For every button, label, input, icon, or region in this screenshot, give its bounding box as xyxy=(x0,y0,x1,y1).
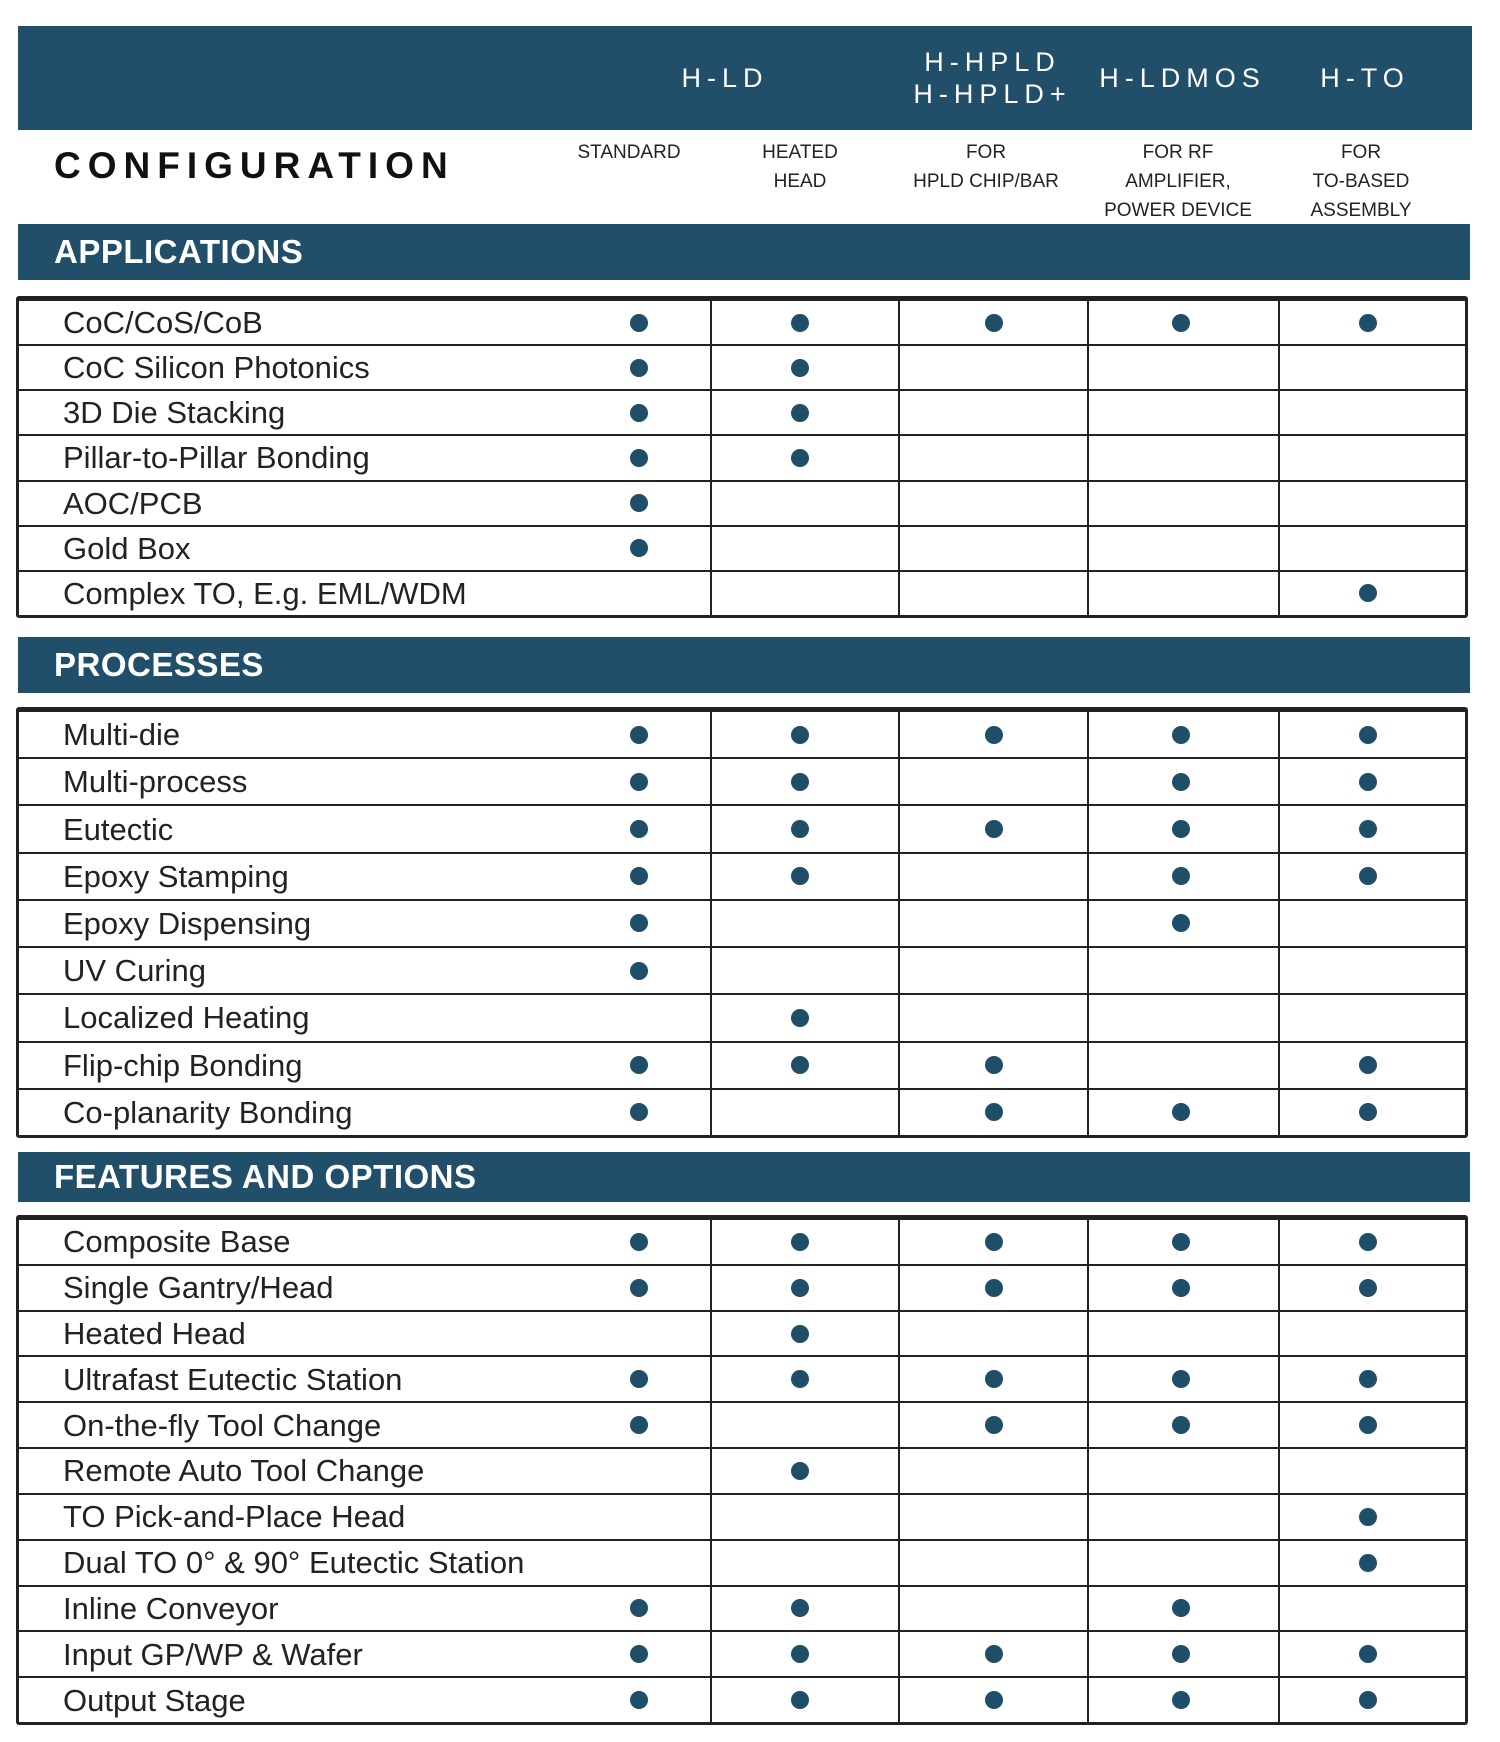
model-name-h-hpld xyxy=(880,26,1105,130)
table-row xyxy=(19,299,1465,344)
table-row xyxy=(19,1630,1465,1676)
availability-dot xyxy=(791,820,809,838)
availability-dot xyxy=(791,726,809,744)
table-row xyxy=(19,757,1465,804)
availability-dot xyxy=(630,1233,648,1251)
availability-dot xyxy=(791,773,809,791)
table-row xyxy=(19,899,1465,946)
availability-dot xyxy=(1359,1233,1377,1251)
availability-dot xyxy=(630,867,648,885)
availability-dot xyxy=(630,359,648,377)
availability-dot xyxy=(985,1645,1003,1663)
row-label: UV Curing xyxy=(63,953,206,989)
availability-dot xyxy=(985,1103,1003,1121)
section-header-applications: APPLICATIONS xyxy=(18,224,1470,280)
availability-dot xyxy=(1172,1599,1190,1617)
availability-dot xyxy=(1172,1279,1190,1297)
text-line: H-LDMOS xyxy=(1099,63,1266,93)
row-label: Ultrafast Eutectic Station xyxy=(63,1361,403,1397)
availability-dot xyxy=(791,314,809,332)
availability-dot xyxy=(630,494,648,512)
availability-dot xyxy=(630,449,648,467)
availability-dot xyxy=(1359,867,1377,885)
availability-dot xyxy=(985,1691,1003,1709)
availability-dot xyxy=(1359,1416,1377,1434)
text-line: H-HPLD xyxy=(924,47,1061,77)
availability-dot xyxy=(1172,820,1190,838)
availability-dot xyxy=(1359,1370,1377,1388)
text-line: HPLD CHIP/BAR xyxy=(913,171,1059,192)
table-row xyxy=(19,1401,1465,1447)
availability-dot xyxy=(791,1691,809,1709)
availability-dot xyxy=(1172,1416,1190,1434)
availability-dot xyxy=(1359,820,1377,838)
row-label: Single Gantry/Head xyxy=(63,1270,334,1306)
availability-dot xyxy=(791,867,809,885)
availability-dot xyxy=(630,1370,648,1388)
availability-dot xyxy=(985,1370,1003,1388)
table-row xyxy=(19,1585,1465,1631)
table-row xyxy=(19,804,1465,851)
row-label: Epoxy Stamping xyxy=(63,858,289,894)
row-label: Complex TO, E.g. EML/WDM xyxy=(63,575,467,611)
availability-dot xyxy=(630,404,648,422)
row-label: Input GP/WP & Wafer xyxy=(63,1636,363,1672)
row-label: Multi-process xyxy=(63,764,248,800)
availability-dot xyxy=(1172,773,1190,791)
availability-dot xyxy=(791,1462,809,1480)
availability-dot xyxy=(1359,584,1377,602)
row-label: Epoxy Dispensing xyxy=(63,905,312,941)
availability-dot xyxy=(1359,1645,1377,1663)
text-line: ASSEMBLY xyxy=(1310,200,1412,221)
availability-dot xyxy=(630,962,648,980)
text-line: POWER DEVICE xyxy=(1104,200,1252,221)
row-label: Dual TO 0° & 90° Eutectic Station xyxy=(63,1545,525,1581)
text-line: H-LD xyxy=(681,63,769,93)
row-label: On-the-fly Tool Change xyxy=(63,1407,382,1443)
availability-dot xyxy=(1172,726,1190,744)
table-row xyxy=(19,434,1465,479)
section-table xyxy=(16,707,1468,1138)
availability-dot xyxy=(630,1056,648,1074)
text-line: TO-BASED xyxy=(1312,171,1410,192)
availability-dot xyxy=(630,1645,648,1663)
availability-dot xyxy=(1359,1056,1377,1074)
availability-dot xyxy=(1359,1508,1377,1526)
table-row xyxy=(19,710,1465,757)
table-row xyxy=(19,1493,1465,1539)
availability-dot xyxy=(985,1233,1003,1251)
availability-dot xyxy=(791,1645,809,1663)
availability-dot xyxy=(985,314,1003,332)
availability-dot xyxy=(1172,1103,1190,1121)
availability-dot xyxy=(630,1599,648,1617)
table-row xyxy=(19,1355,1465,1401)
availability-dot xyxy=(630,820,648,838)
section-header-features-and-options: FEATURES AND OPTIONS xyxy=(18,1152,1470,1202)
row-label: Output Stage xyxy=(63,1682,246,1718)
table-row xyxy=(19,480,1465,525)
configuration-title: CONFIGURATION xyxy=(54,145,455,186)
availability-dot xyxy=(630,314,648,332)
row-label: AOC/PCB xyxy=(63,485,203,521)
availability-dot xyxy=(985,1416,1003,1434)
text-line: HEATED xyxy=(762,142,838,163)
row-label: Gold Box xyxy=(63,530,191,566)
availability-dot xyxy=(1172,1645,1190,1663)
availability-dot xyxy=(985,726,1003,744)
availability-dot xyxy=(630,1279,648,1297)
availability-dot xyxy=(985,1056,1003,1074)
table-row xyxy=(19,1041,1465,1088)
model-name-h-ld xyxy=(610,26,840,130)
text-line: STANDARD xyxy=(577,142,681,163)
availability-dot xyxy=(1359,314,1377,332)
availability-dot xyxy=(791,1325,809,1343)
availability-dot xyxy=(630,1416,648,1434)
row-label: Co-planarity Bonding xyxy=(63,1094,353,1130)
availability-dot xyxy=(791,1009,809,1027)
availability-dot xyxy=(630,1103,648,1121)
availability-dot xyxy=(1172,1691,1190,1709)
text-line: FOR xyxy=(965,142,1007,163)
table-row xyxy=(19,946,1465,993)
column-subheading xyxy=(913,138,1059,196)
table-row xyxy=(19,389,1465,434)
column-subheading xyxy=(762,138,838,196)
table-row xyxy=(19,525,1465,570)
table-row xyxy=(19,1447,1465,1493)
availability-dot xyxy=(985,1279,1003,1297)
availability-dot xyxy=(630,1691,648,1709)
availability-dot xyxy=(791,1279,809,1297)
row-label: Heated Head xyxy=(63,1316,246,1352)
row-label: Localized Heating xyxy=(63,1000,310,1036)
table-row xyxy=(19,1218,1465,1264)
availability-dot xyxy=(791,1233,809,1251)
row-label: Inline Conveyor xyxy=(63,1590,279,1626)
column-subheading xyxy=(1310,138,1411,225)
text-line: H-TO xyxy=(1320,63,1410,93)
model-name-h-to xyxy=(1275,26,1455,130)
availability-dot xyxy=(1172,314,1190,332)
availability-dot xyxy=(791,1599,809,1617)
section-header-processes: PROCESSES xyxy=(18,637,1470,693)
text-line: AMPLIFIER, xyxy=(1125,171,1231,192)
table-row xyxy=(19,993,1465,1040)
availability-dot xyxy=(630,914,648,932)
table-row xyxy=(19,1088,1465,1135)
table-row xyxy=(19,1676,1465,1722)
row-label: CoC Silicon Photonics xyxy=(63,350,370,386)
availability-dot xyxy=(791,449,809,467)
availability-dot xyxy=(1172,1370,1190,1388)
text-line: HEAD xyxy=(773,171,827,192)
text-line: FOR RF xyxy=(1142,142,1214,163)
model-name-h-ldmos xyxy=(1090,26,1275,130)
section-table xyxy=(16,296,1468,618)
row-label: TO Pick-and-Place Head xyxy=(63,1499,406,1535)
row-label: Eutectic xyxy=(63,811,174,847)
text-line: H-HPLD+ xyxy=(913,79,1072,109)
row-label: Multi-die xyxy=(63,717,181,753)
availability-dot xyxy=(1359,1554,1377,1572)
row-label: CoC/CoS/CoB xyxy=(63,305,263,341)
table-row xyxy=(19,1310,1465,1356)
table-row xyxy=(19,1264,1465,1310)
text-line: FOR xyxy=(1340,142,1382,163)
availability-dot xyxy=(1172,914,1190,932)
table-row xyxy=(19,570,1465,615)
availability-dot xyxy=(791,1056,809,1074)
row-label: Remote Auto Tool Change xyxy=(63,1453,425,1489)
row-label: Composite Base xyxy=(63,1224,291,1260)
availability-dot xyxy=(630,539,648,557)
availability-dot xyxy=(1172,1233,1190,1251)
table-row xyxy=(19,1539,1465,1585)
availability-dot xyxy=(630,726,648,744)
availability-dot xyxy=(1359,1691,1377,1709)
table-row xyxy=(19,344,1465,389)
row-label: Flip-chip Bonding xyxy=(63,1047,303,1083)
row-label: 3D Die Stacking xyxy=(63,395,286,431)
column-subheading xyxy=(1104,138,1252,225)
availability-dot xyxy=(1359,773,1377,791)
availability-dot xyxy=(791,359,809,377)
row-label: Pillar-to-Pillar Bonding xyxy=(63,440,370,476)
availability-dot xyxy=(1172,867,1190,885)
column-subheading xyxy=(577,138,680,167)
table-row xyxy=(19,852,1465,899)
availability-dot xyxy=(630,773,648,791)
availability-dot xyxy=(791,404,809,422)
availability-dot xyxy=(791,1370,809,1388)
availability-dot xyxy=(1359,726,1377,744)
availability-dot xyxy=(1359,1279,1377,1297)
availability-dot xyxy=(985,820,1003,838)
availability-dot xyxy=(1359,1103,1377,1121)
section-table xyxy=(16,1215,1468,1725)
